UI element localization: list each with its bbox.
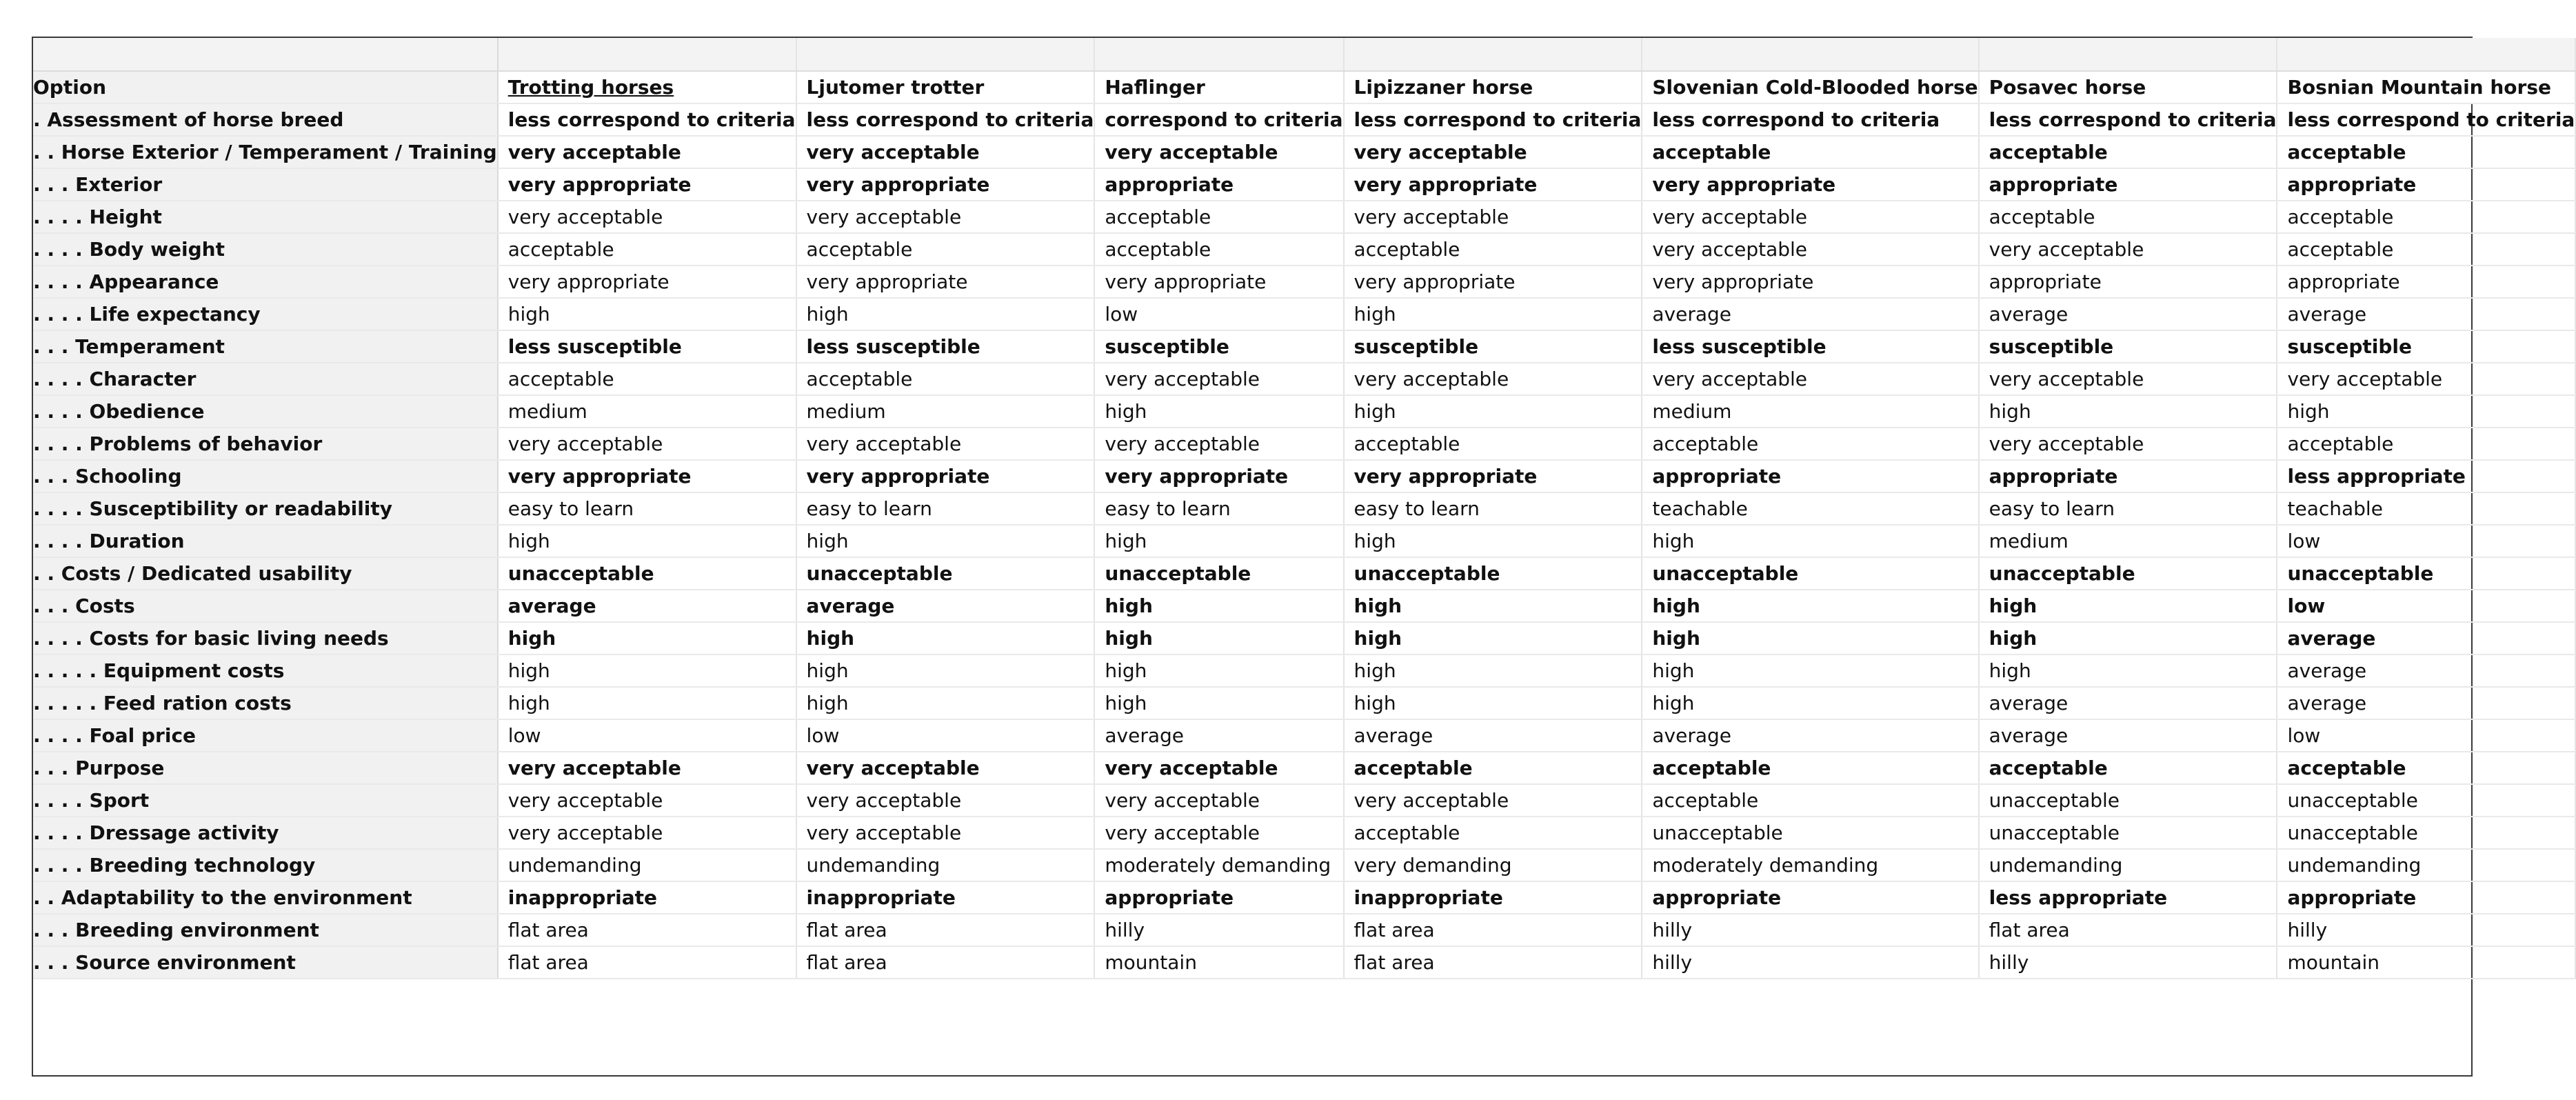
table-cell[interactable]: unacceptable (2277, 557, 2575, 590)
table-cell[interactable]: less correspond to criteria (1979, 103, 2277, 136)
table-cell[interactable]: very acceptable (1094, 363, 1343, 395)
table-cell[interactable]: average (1642, 719, 1978, 752)
table-cell[interactable]: average (796, 590, 1095, 622)
table-cell[interactable]: undemanding (2277, 849, 2575, 881)
table-cell[interactable]: undemanding (796, 849, 1095, 881)
table-cell[interactable]: high (1344, 298, 1642, 330)
table-cell[interactable]: high (498, 525, 796, 557)
table-cell[interactable]: acceptable (2277, 201, 2575, 233)
table-cell[interactable]: average (1094, 719, 1343, 752)
table-cell[interactable]: acceptable (1094, 201, 1343, 233)
table-cell[interactable]: flat area (498, 914, 796, 946)
table-cell[interactable]: teachable (1642, 492, 1978, 525)
row-header: . . . . Foal price (33, 719, 498, 752)
column-header[interactable]: Trotting horses (498, 71, 796, 103)
table-cell[interactable]: acceptable (1094, 233, 1343, 266)
table-cell[interactable]: very acceptable (1344, 136, 1642, 168)
table-cell[interactable]: high (796, 687, 1095, 719)
table-cell[interactable]: very appropriate (796, 460, 1095, 492)
table-cell[interactable]: medium (498, 395, 796, 428)
table-cell[interactable]: unacceptable (2277, 784, 2575, 817)
table-cell[interactable]: hilly (2277, 914, 2575, 946)
table-cell[interactable]: very appropriate (1094, 460, 1343, 492)
table-cell[interactable]: medium (1642, 395, 1978, 428)
row-header: . . . . . Feed ration costs (33, 687, 498, 719)
table-cell[interactable]: high (1979, 622, 2277, 654)
table-cell[interactable]: high (1642, 654, 1978, 687)
table-row[interactable] (33, 103, 2575, 136)
table-cell[interactable]: very appropriate (796, 266, 1095, 298)
table-cell[interactable]: high (1344, 395, 1642, 428)
table-cell[interactable]: acceptable (796, 363, 1095, 395)
table-row[interactable] (33, 266, 2575, 298)
row-header: . . . Costs (33, 590, 498, 622)
table-cell[interactable]: hilly (1094, 914, 1343, 946)
row-header: . . . Temperament (33, 330, 498, 363)
table-cell[interactable]: medium (1979, 525, 2277, 557)
row-header: . . . . Character (33, 363, 498, 395)
table-cell[interactable]: less susceptible (498, 330, 796, 363)
table-cell[interactable]: high (1094, 525, 1343, 557)
column-header[interactable]: Slovenian Cold-Blooded horse (1642, 71, 1978, 103)
row-header: . . Horse Exterior / Temperament / Training (33, 136, 498, 168)
table-cell[interactable]: very acceptable (498, 752, 796, 784)
table-cell[interactable]: very acceptable (796, 817, 1095, 849)
table-cell[interactable]: less correspond to criteria (2277, 103, 2575, 136)
table-cell[interactable]: flat area (498, 946, 796, 979)
table-cell[interactable]: very acceptable (498, 136, 796, 168)
table-row[interactable] (33, 881, 2575, 914)
evaluation-table (33, 38, 2576, 979)
row-header: . . Adaptability to the environment (33, 881, 498, 914)
table-cell[interactable]: high (1094, 622, 1343, 654)
table-cell[interactable]: high (796, 654, 1095, 687)
row-header: . . Costs / Dedicated usability (33, 557, 498, 590)
row-header: . . . Exterior (33, 168, 498, 201)
table-cell[interactable]: high (1344, 590, 1642, 622)
row-header: . . . . Costs for basic living needs (33, 622, 498, 654)
table-cell[interactable]: very acceptable (796, 752, 1095, 784)
table-cell[interactable]: easy to learn (1979, 492, 2277, 525)
table-cell[interactable]: very acceptable (1979, 363, 2277, 395)
row-header: . . . . Life expectancy (33, 298, 498, 330)
results-window (32, 37, 2575, 1077)
table-cell[interactable]: high (1094, 687, 1343, 719)
table-cell[interactable]: high (498, 654, 796, 687)
table-cell[interactable]: very acceptable (1344, 201, 1642, 233)
table-cell[interactable]: high (1344, 687, 1642, 719)
table-cell[interactable]: inappropriate (1344, 881, 1642, 914)
table-row[interactable] (33, 330, 2575, 363)
table-cell[interactable]: very appropriate (1642, 266, 1978, 298)
table-cell[interactable]: very acceptable (1094, 817, 1343, 849)
row-header: . . . Breeding environment (33, 914, 498, 946)
table-cell[interactable]: acceptable (1642, 428, 1978, 460)
table-cell[interactable]: less correspond to criteria (498, 103, 796, 136)
column-header[interactable]: Bosnian Mountain horse (2277, 71, 2575, 103)
table-row[interactable] (33, 136, 2575, 168)
table-cell[interactable]: unacceptable (796, 557, 1095, 590)
table-cell[interactable]: appropriate (1979, 168, 2277, 201)
table-cell[interactable]: moderately demanding (1642, 849, 1978, 881)
column-header-strip (33, 38, 2575, 71)
table-cell[interactable]: unacceptable (1344, 557, 1642, 590)
column-strip-cell[interactable] (2277, 38, 2575, 71)
table-cell[interactable]: very acceptable (1344, 784, 1642, 817)
table-row[interactable] (33, 525, 2575, 557)
table-cell[interactable]: very acceptable (1094, 784, 1343, 817)
row-header: . . . . . Equipment costs (33, 654, 498, 687)
table-cell[interactable]: very acceptable (498, 428, 796, 460)
option-header: Option (33, 71, 498, 103)
table-cell[interactable]: susceptible (1344, 330, 1642, 363)
top-left-corner (33, 38, 498, 71)
table-cell[interactable]: average (2277, 654, 2575, 687)
table-row[interactable] (33, 590, 2575, 622)
table-row[interactable] (33, 784, 2575, 817)
column-header[interactable]: Haflinger (1094, 71, 1343, 103)
table-cell[interactable]: very appropriate (498, 168, 796, 201)
column-strip-cell[interactable] (1094, 38, 1343, 71)
table-cell[interactable]: high (498, 687, 796, 719)
table-cell[interactable]: average (2277, 298, 2575, 330)
table-cell[interactable]: appropriate (1979, 460, 2277, 492)
table-cell[interactable]: average (1979, 687, 2277, 719)
table-cell[interactable]: very acceptable (796, 201, 1095, 233)
row-header: . . . . Sport (33, 784, 498, 817)
table-cell[interactable]: flat area (1979, 914, 2277, 946)
table-cell[interactable]: very acceptable (2277, 363, 2575, 395)
table-cell[interactable]: high (1094, 590, 1343, 622)
table-cell[interactable]: appropriate (1979, 266, 2277, 298)
table-row[interactable] (33, 201, 2575, 233)
table-cell[interactable]: very acceptable (1094, 752, 1343, 784)
column-strip-cell[interactable] (498, 38, 796, 71)
table-cell[interactable]: high (1642, 622, 1978, 654)
row-header: . . . . Body weight (33, 233, 498, 266)
table-cell[interactable]: high (1642, 687, 1978, 719)
table-cell[interactable]: very acceptable (1642, 201, 1978, 233)
table-cell[interactable]: average (1979, 719, 2277, 752)
table-row[interactable] (33, 557, 2575, 590)
table-cell[interactable]: acceptable (1979, 201, 2277, 233)
table-cell[interactable]: acceptable (1344, 428, 1642, 460)
table-cell[interactable]: average (1642, 298, 1978, 330)
table-cell[interactable]: appropriate (2277, 266, 2575, 298)
table-cell[interactable]: susceptible (1094, 330, 1343, 363)
column-strip-cell[interactable] (1344, 38, 1642, 71)
table-cell[interactable]: acceptable (1344, 817, 1642, 849)
table-cell[interactable]: flat area (796, 946, 1095, 979)
table-cell[interactable]: easy to learn (796, 492, 1095, 525)
table-cell[interactable]: acceptable (1979, 136, 2277, 168)
table-cell[interactable]: high (2277, 395, 2575, 428)
table-cell[interactable]: very appropriate (796, 168, 1095, 201)
table-cell[interactable]: low (2277, 719, 2575, 752)
table-cell[interactable]: acceptable (2277, 136, 2575, 168)
row-header: . . . Purpose (33, 752, 498, 784)
table-row[interactable] (33, 395, 2575, 428)
row-header: . . . . Problems of behavior (33, 428, 498, 460)
table-cell[interactable]: average (2277, 622, 2575, 654)
table-cell[interactable]: low (498, 719, 796, 752)
table-row[interactable] (33, 849, 2575, 881)
table-cell[interactable]: appropriate (1642, 460, 1978, 492)
table-row[interactable] (33, 492, 2575, 525)
table-cell[interactable]: mountain (2277, 946, 2575, 979)
table-cell[interactable]: undemanding (1979, 849, 2277, 881)
table-cell[interactable]: average (1344, 719, 1642, 752)
table-cell[interactable]: very acceptable (796, 428, 1095, 460)
table-cell[interactable]: less susceptible (796, 330, 1095, 363)
table-cell[interactable]: high (1642, 525, 1978, 557)
table-cell[interactable]: high (498, 298, 796, 330)
table-cell[interactable]: high (1979, 590, 2277, 622)
table-cell[interactable]: acceptable (796, 233, 1095, 266)
table-cell[interactable]: very acceptable (1094, 428, 1343, 460)
table-cell[interactable]: mountain (1094, 946, 1343, 979)
table-cell[interactable]: flat area (796, 914, 1095, 946)
table-cell[interactable]: high (1094, 395, 1343, 428)
table-cell[interactable]: acceptable (498, 363, 796, 395)
table-cell[interactable]: very appropriate (498, 266, 796, 298)
row-header: . . . . Susceptibility or readability (33, 492, 498, 525)
table-cell[interactable]: very acceptable (1979, 428, 2277, 460)
table-cell[interactable]: easy to learn (1344, 492, 1642, 525)
table-cell[interactable]: unacceptable (1979, 817, 2277, 849)
table-cell[interactable]: average (498, 590, 796, 622)
table-cell[interactable]: high (1094, 654, 1343, 687)
table-cell[interactable]: appropriate (1094, 168, 1343, 201)
table-cell[interactable]: high (1344, 654, 1642, 687)
table-cell[interactable]: low (2277, 590, 2575, 622)
table-cell[interactable]: unacceptable (1642, 817, 1978, 849)
row-header: . . . . Dressage activity (33, 817, 498, 849)
row-header: . Assessment of horse breed (33, 103, 498, 136)
table-cell[interactable]: unacceptable (1094, 557, 1343, 590)
table-cell[interactable]: average (2277, 687, 2575, 719)
table-cell[interactable]: high (498, 622, 796, 654)
table-cell[interactable]: acceptable (498, 233, 796, 266)
table-cell[interactable]: hilly (1642, 946, 1978, 979)
table-cell[interactable]: easy to learn (1094, 492, 1343, 525)
table-cell[interactable]: low (2277, 525, 2575, 557)
table-row[interactable] (33, 460, 2575, 492)
table-cell[interactable]: medium (796, 395, 1095, 428)
table-cell[interactable]: very acceptable (796, 136, 1095, 168)
row-header: . . . Schooling (33, 460, 498, 492)
table-cell[interactable]: acceptable (1642, 136, 1978, 168)
table-cell[interactable]: less correspond to criteria (1642, 103, 1978, 136)
table-cell[interactable]: hilly (1642, 914, 1978, 946)
row-header: . . . . Obedience (33, 395, 498, 428)
table-row[interactable] (33, 168, 2575, 201)
table-cell[interactable]: appropriate (2277, 168, 2575, 201)
row-header: . . . Source environment (33, 946, 498, 979)
table-cell[interactable]: easy to learn (498, 492, 796, 525)
table-cell[interactable]: very appropriate (498, 460, 796, 492)
table-cell[interactable]: acceptable (1642, 784, 1978, 817)
column-header[interactable]: Lipizzaner horse (1344, 71, 1642, 103)
table-cell[interactable]: appropriate (1642, 881, 1978, 914)
table-row[interactable] (33, 817, 2575, 849)
table-cell[interactable]: susceptible (1979, 330, 2277, 363)
table-cell[interactable]: acceptable (2277, 428, 2575, 460)
table-cell[interactable]: acceptable (2277, 233, 2575, 266)
table-cell[interactable]: moderately demanding (1094, 849, 1343, 881)
table-row[interactable] (33, 914, 2575, 946)
table-cell[interactable]: teachable (2277, 492, 2575, 525)
header-row (33, 71, 2575, 103)
table-cell[interactable]: less susceptible (1642, 330, 1978, 363)
table-cell[interactable]: inappropriate (498, 881, 796, 914)
table-cell[interactable]: unacceptable (2277, 817, 2575, 849)
table-row[interactable] (33, 719, 2575, 752)
row-header: . . . . Breeding technology (33, 849, 498, 881)
table-cell[interactable]: unacceptable (1979, 557, 2277, 590)
table-cell[interactable]: inappropriate (796, 881, 1095, 914)
table-cell[interactable]: flat area (1344, 946, 1642, 979)
table-cell[interactable]: very acceptable (796, 784, 1095, 817)
table-cell[interactable]: less appropriate (1979, 881, 2277, 914)
table-cell[interactable]: less appropriate (2277, 460, 2575, 492)
table-cell[interactable]: hilly (1979, 946, 2277, 979)
table-cell[interactable]: acceptable (2277, 752, 2575, 784)
table-row[interactable] (33, 363, 2575, 395)
table-cell[interactable]: less correspond to criteria (796, 103, 1095, 136)
table-cell[interactable]: unacceptable (1979, 784, 2277, 817)
table-cell[interactable]: high (1344, 622, 1642, 654)
table-cell[interactable]: very appropriate (1094, 266, 1343, 298)
row-header: . . . . Duration (33, 525, 498, 557)
table-cell[interactable]: high (1979, 395, 2277, 428)
row-header: . . . . Height (33, 201, 498, 233)
table-cell[interactable]: acceptable (1642, 752, 1978, 784)
table-cell[interactable]: very appropriate (1344, 168, 1642, 201)
table-cell[interactable]: very demanding (1344, 849, 1642, 881)
table-cell[interactable]: high (796, 525, 1095, 557)
column-header[interactable]: Ljutomer trotter (796, 71, 1095, 103)
table-cell[interactable]: very acceptable (1094, 136, 1343, 168)
table-cell[interactable]: high (796, 298, 1095, 330)
table-cell[interactable]: less correspond to criteria (1344, 103, 1642, 136)
table-row[interactable] (33, 298, 2575, 330)
table-cell[interactable]: very acceptable (498, 201, 796, 233)
table-row[interactable] (33, 233, 2575, 266)
table-cell[interactable]: high (1979, 654, 2277, 687)
column-header[interactable]: Posavec horse (1979, 71, 2277, 103)
table-row[interactable] (33, 622, 2575, 654)
table-row[interactable] (33, 428, 2575, 460)
table-cell[interactable]: acceptable (1344, 233, 1642, 266)
table-cell[interactable]: very appropriate (1344, 460, 1642, 492)
table-cell[interactable]: appropriate (1094, 881, 1343, 914)
table-cell[interactable]: appropriate (2277, 881, 2575, 914)
row-header: . . . . Appearance (33, 266, 498, 298)
table-row[interactable] (33, 946, 2575, 979)
table-cell[interactable]: low (1094, 298, 1343, 330)
table-cell[interactable]: undemanding (498, 849, 796, 881)
column-strip-cell[interactable] (1979, 38, 2277, 71)
table-cell[interactable]: very acceptable (498, 784, 796, 817)
column-strip-cell[interactable] (1642, 38, 1978, 71)
table-cell[interactable]: average (1979, 298, 2277, 330)
table-cell[interactable]: very acceptable (1979, 233, 2277, 266)
table-cell[interactable]: very acceptable (498, 817, 796, 849)
table-cell[interactable]: very appropriate (1344, 266, 1642, 298)
table-cell[interactable]: very acceptable (1642, 233, 1978, 266)
table-cell[interactable]: acceptable (1979, 752, 2277, 784)
table-row[interactable] (33, 687, 2575, 719)
table-cell[interactable]: high (796, 622, 1095, 654)
table-cell[interactable]: unacceptable (498, 557, 796, 590)
table-cell[interactable]: acceptable (1344, 752, 1642, 784)
table-cell[interactable]: correspond to criteria (1094, 103, 1343, 136)
table-cell[interactable]: high (1642, 590, 1978, 622)
table-cell[interactable]: high (1344, 525, 1642, 557)
table-cell[interactable]: very acceptable (1344, 363, 1642, 395)
column-strip-cell[interactable] (796, 38, 1095, 71)
table-cell[interactable]: very acceptable (1642, 363, 1978, 395)
table-cell[interactable]: very appropriate (1642, 168, 1978, 201)
table-cell[interactable]: flat area (1344, 914, 1642, 946)
table-cell[interactable]: low (796, 719, 1095, 752)
table-row[interactable] (33, 752, 2575, 784)
table-row[interactable] (33, 654, 2575, 687)
table-cell[interactable]: susceptible (2277, 330, 2575, 363)
table-cell[interactable]: unacceptable (1642, 557, 1978, 590)
